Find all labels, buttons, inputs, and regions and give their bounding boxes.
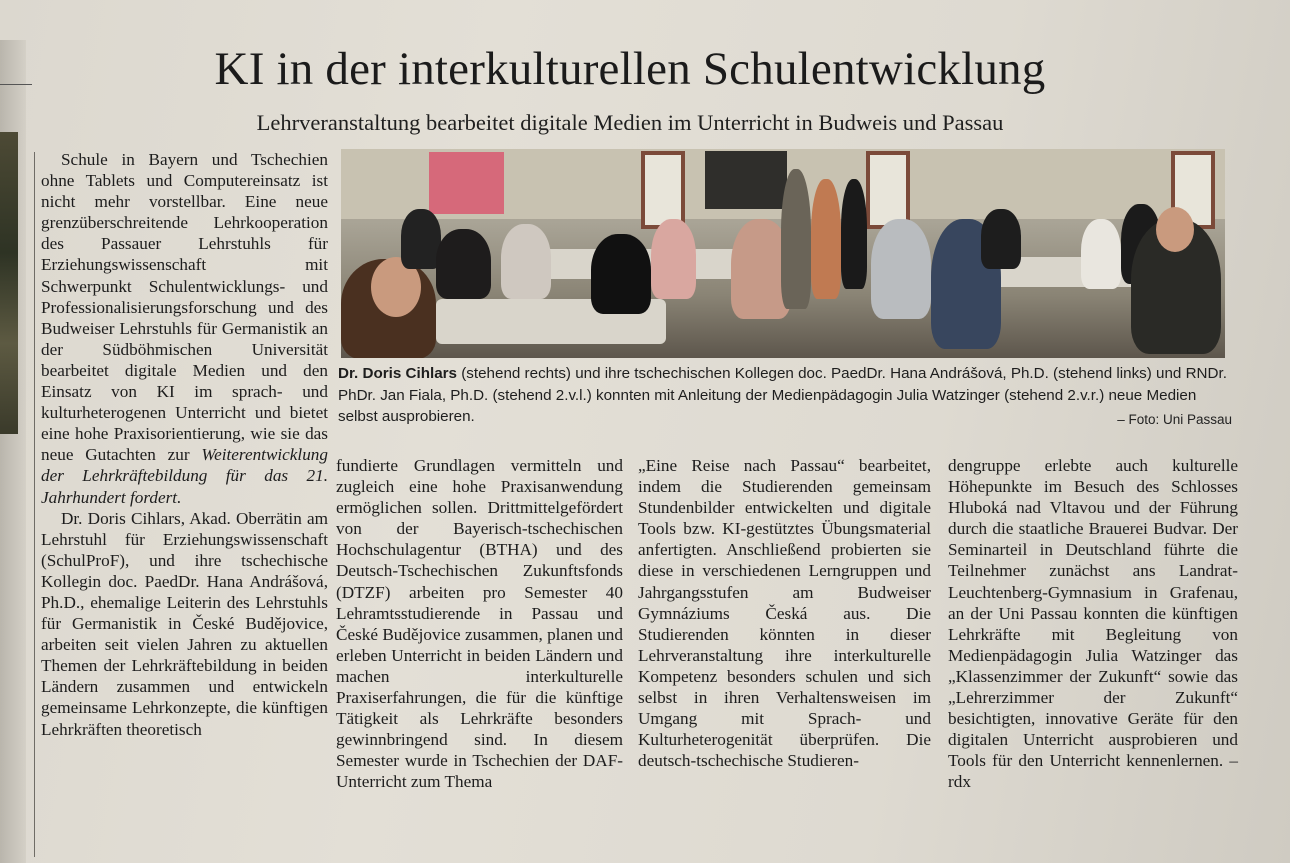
article-column-4 — [948, 455, 1238, 793]
adjacent-photo-edge — [0, 132, 18, 434]
paragraph: Dr. Doris Cihlars, Akad. Oberrätin am Lehrstuhl für Erziehungswissenschaft (SchulProF), und ihre tschechische Kollegin doc. PaedDr. Hana Andrášová, Ph.D., ehemalige Leiterin des Lehrstuhls für Germanistik in České Budějovice, arbeiten seit vielen Jahren zu aktuellen Themen der Lehrkräftebildung in beiden Ländern zusammen und entwickeln gemeinsame Lehrkonzepte, die künftigen Lehrkräften theoretisch — [41, 508, 328, 739]
paragraph: fundierte Grundlagen vermitteln und zugleich eine hohe Praxisanwendung ermöglichen sollen. Drittmittelgefördert von der Bayerisch-tschechischen Hochschulagentur (BTHA) und des Deutsch-Tschechischen Zukunftsfonds (DTZF) arbeiten pro Semester 40 Lehramtsstudierende in Passau und České Budějovice zusammen, planen und erleben Unterricht in beiden Ländern und machen interkulturelle Praxiserfahrungen, die für die künftige Tätigkeit als Lehrkräfte besonders gewinnbringend sind. In diesem Semester wurde in Tschechien der DAF-Unterricht zum Thema — [336, 456, 623, 792]
paragraph: dengruppe erlebte auch kulturelle Höhepunkte im Besuch des Schlosses Hluboká nad Vltavou und der Führung durch die staatliche Brauerei Budvar. Der Seminarteil in Deutschland führte die Teilnehmer zunächst ans Landrat-Leuchtenberg-Gymnasium in Grafenau, an der Uni Passau konnten die künftigen Lehrkräfte mit Begleitung von Medienpädagogin Julia Watzinger das „Klassenzimmer der Zukunft“ sowie das „Lehrerzimmer der Zukunft“ besichtigten, innovative Geräte für den digitalen Unterricht ausprobieren und Tools für den Unterricht kennenlernen. – rdx — [948, 456, 1238, 792]
article-column-1 — [41, 149, 328, 740]
paragraph — [41, 149, 328, 508]
article-photo — [341, 149, 1225, 358]
headline: KI in der interkulturellen Schulentwicklung — [214, 43, 1046, 95]
article-column-3 — [638, 455, 931, 771]
intro-text: Schule in Bayern und Tschechien ohne Tablets und Computereinsatz ist nicht mehr vorstellbar. Eine neue grenzüberschreitende Lehrkooperation des Passauer Lehrstuhls für Erziehungswissenschaft mit Schwerpunkt Schulentwicklungs- und Professionalisierungsforschung und des Budweiser Lehrstuhls für Germanistik an der Südböhmischen Universität bearbeitet digitale Medien und den Einsatz von KI im sprach- und kulturheterogenen Unterricht und bietet eine hohe Praxisorientierung, wie sie das neue Gutachten zur — [41, 150, 328, 465]
intro-italic: Weiterentwicklung der Lehrkräftebildung für das 21. Jahrhundert fordert. — [41, 445, 328, 507]
column-rule — [34, 152, 35, 857]
subheadline: Lehrveranstaltung bearbeitet digitale Medien im Unterricht in Budweis und Passau — [256, 110, 1004, 135]
caption-text: (stehend rechts) und ihre tschechischen Kollegen doc. PaedDr. Hana Andrášová, Ph.D. (stehend links) und RNDr. PhDr. Jan Fiala, Ph.D. (stehend 2.v.l.) konnten mit Anleitung der Medienpädagogin Julia Watzinger (stehend 2.v.r.) neue Medien selbst ausprobieren. — [338, 365, 1227, 425]
paragraph: „Eine Reise nach Passau“ bearbeitet, indem die Studierenden gemeinsam Stundenbilder entwickelten und digitale Tools bzw. KI-gestütztes Übungsmaterial anfertigten. Anschließend probierten sie diese in verschiedenen Lerngruppen und Jahrgangsstufen am Budweiser Gymnáziums Česká aus. Die Studierenden könnten in dieser Lehrveranstaltung ihre interkulturelle Kompetenz besonders schulen und sich selbst in ihren Verhaltensweisen im Umgang mit Sprach- und Kulturheterogenität überprüfen. Die deutsch-tschechische Studieren- — [638, 456, 931, 771]
rule-line — [0, 84, 32, 85]
caption-name: Dr. Doris Cihlars — [338, 365, 458, 382]
photo-credit: – Foto: Uni Passau — [1117, 412, 1232, 427]
photo-caption — [338, 363, 1232, 428]
article-column-2 — [336, 455, 623, 793]
